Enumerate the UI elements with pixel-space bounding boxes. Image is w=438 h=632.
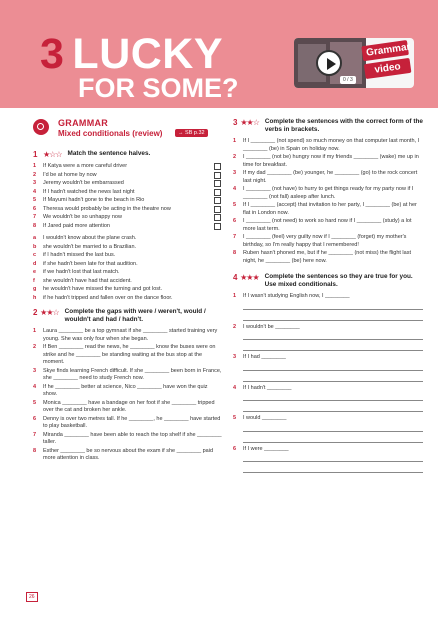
gap-fill-item xyxy=(233,202,423,217)
sentence-second-half xyxy=(33,261,223,269)
item-number: e xyxy=(33,269,37,275)
sentence-second-half xyxy=(33,286,223,294)
item-text: If I wasn't studying English now, I ________ xyxy=(243,293,350,299)
item-text: If Katya were a more careful driver xyxy=(43,163,128,169)
gap-fill-item xyxy=(233,218,423,233)
gap-fill-item xyxy=(33,384,223,399)
item-number: b xyxy=(33,243,37,250)
item-number: a xyxy=(33,235,37,241)
item-text: he wouldn't have missed the turning and got lost. xyxy=(43,286,163,292)
grammar-heading xyxy=(33,118,223,144)
item-text: If I hadn't watched the news last night xyxy=(43,188,135,195)
grammar-video-badge xyxy=(361,40,412,88)
answer-line[interactable] xyxy=(243,302,423,310)
gap-fill-item xyxy=(33,328,223,343)
answer-line[interactable] xyxy=(243,343,423,351)
exercise-3-header xyxy=(233,118,423,134)
gap-fill-item xyxy=(33,400,223,415)
unit-subtitle: FOR SOME? xyxy=(78,73,239,103)
page-number: 26 xyxy=(26,592,38,602)
left-column xyxy=(33,118,223,464)
gap-fill-item xyxy=(233,234,423,249)
exercise-instruction: Complete the sentences with the correct form of the verbs in brackets. xyxy=(264,118,423,133)
item-text: If I were ________ xyxy=(243,445,289,452)
item-number: 3 xyxy=(33,367,37,374)
answer-line[interactable] xyxy=(243,313,423,321)
sentence-first-half xyxy=(33,214,223,222)
video-thumbnail[interactable] xyxy=(294,38,366,88)
item-text: I wouldn't be ________ xyxy=(243,323,300,330)
difficulty-stars: ★☆☆ xyxy=(43,150,62,159)
gap-fill-item xyxy=(233,138,423,153)
open-sentence-item xyxy=(233,385,423,393)
gap-fill-item xyxy=(233,250,423,265)
gap-fill-item xyxy=(33,344,223,367)
item-text: If he ________ better at science, Nico ________ have won the quiz show. xyxy=(43,383,208,397)
grammar-icon xyxy=(33,119,49,135)
item-text: she wouldn't have had that accident. xyxy=(43,277,132,284)
item-number: 4 xyxy=(33,188,37,195)
item-text: Miranda ________ have been able to reach the top shelf if she ________ taller. xyxy=(43,431,222,445)
exercise-number: 3 xyxy=(233,118,238,127)
item-text: if he hadn't tripped and fallen over on the dance floor. xyxy=(43,294,173,301)
gap-fill-item xyxy=(233,154,423,169)
right-column xyxy=(233,118,423,476)
exercise-4-header xyxy=(233,273,423,289)
difficulty-stars: ★★☆ xyxy=(40,308,59,317)
item-number: 1 xyxy=(33,328,37,334)
answer-line[interactable] xyxy=(243,332,423,340)
item-text: I ________ (not have) to hurry to get things ready for my party now if I ________ (not fall) asleep after lunch. xyxy=(243,186,414,200)
item-number: 6 xyxy=(233,218,237,224)
sentence-second-half xyxy=(33,295,223,303)
answer-line[interactable] xyxy=(243,465,423,473)
exercise-number: 4 xyxy=(233,273,238,282)
item-number: 8 xyxy=(233,250,237,256)
item-number: 6 xyxy=(33,205,37,212)
exercise-number: 2 xyxy=(33,308,38,317)
sentence-first-half xyxy=(33,180,223,188)
item-number: 6 xyxy=(33,415,37,422)
item-text: If Ben ________ read the news, he ________ know the buses were on strike and he ________ be standing waiting at the bus stop at the moment. xyxy=(43,344,216,365)
open-sentence-item xyxy=(233,293,423,301)
play-icon[interactable] xyxy=(316,50,342,76)
gap-fill-item xyxy=(233,170,423,185)
exercise-1-header xyxy=(33,150,223,159)
item-number: 4 xyxy=(233,384,237,391)
item-text: Skye finds learning French difficult. If she ________ been born in France, she ________ need to study French now. xyxy=(43,367,222,381)
item-number: 7 xyxy=(33,431,37,438)
item-text: We wouldn't be so unhappy now xyxy=(43,214,122,220)
gap-fill-item xyxy=(33,432,223,447)
unit-title xyxy=(40,30,224,78)
item-number: c xyxy=(33,252,37,258)
item-text: Ruben hasn't phoned me, but if he ________ (not miss) the flight last night, he ________ (be) here now. xyxy=(243,250,411,264)
item-number: 7 xyxy=(33,214,37,220)
answer-line[interactable] xyxy=(243,404,423,412)
sentence-first-half xyxy=(33,197,223,205)
item-text: I ________ (not need) to work so hard now if I ________ (study) a lot more last term. xyxy=(243,218,412,232)
answer-line[interactable] xyxy=(243,374,423,382)
item-text: Jeremy wouldn't be embarrassed xyxy=(43,180,124,186)
answer-box[interactable] xyxy=(214,172,221,179)
item-number: 2 xyxy=(233,323,237,330)
item-text: if we hadn't lost that last match. xyxy=(43,269,120,275)
exercise-number: 1 xyxy=(33,150,38,159)
item-text: if she hadn't been late for that audition. xyxy=(43,260,138,267)
gap-fill-item xyxy=(233,186,423,201)
item-text: I would ________ xyxy=(243,415,287,421)
item-text: I'd be at home by now xyxy=(43,171,97,178)
item-number: 6 xyxy=(233,445,237,452)
answer-line[interactable] xyxy=(243,424,423,432)
item-number: f xyxy=(33,277,35,284)
item-number: 1 xyxy=(33,163,37,169)
sentence-first-half xyxy=(33,163,223,171)
item-number: 3 xyxy=(233,354,237,360)
exercise-instruction: Complete the sentences so they are true for you. Use mixed conditionals. xyxy=(264,273,413,288)
exercise-2-items xyxy=(33,328,223,463)
answer-line[interactable] xyxy=(243,435,423,443)
sentence-first-half xyxy=(33,189,223,197)
exercise-instruction: Match the sentence halves. xyxy=(67,150,151,157)
item-number: 2 xyxy=(33,171,37,178)
exercise-instruction: Complete the gaps with were / weren't, would / wouldn't and had / hadn't. xyxy=(64,308,206,323)
answer-box[interactable] xyxy=(214,214,221,221)
sentence-first-half xyxy=(33,223,223,231)
answer-line[interactable] xyxy=(243,393,423,401)
open-sentence-item xyxy=(233,324,423,332)
unit-title-text: LUCKY xyxy=(72,30,224,78)
item-text: If I had ________ xyxy=(243,354,286,360)
item-text: I ________ (feel) very guilty now if I ________ (forget) my mother's birthday, so I'm really happy that I remembered! xyxy=(243,234,407,248)
item-number: 1 xyxy=(233,138,237,144)
sentence-second-half xyxy=(33,252,223,260)
answer-line[interactable] xyxy=(243,363,423,371)
item-number: 3 xyxy=(233,170,237,176)
grammar-video-widget[interactable] xyxy=(294,38,414,88)
sentence-first-half xyxy=(33,206,223,214)
item-text: Theresa would probably be acting in the theatre now xyxy=(43,205,171,212)
item-text: If I hadn't ________ xyxy=(243,384,292,391)
item-number: 1 xyxy=(233,293,237,299)
unit-number: 3 xyxy=(40,30,65,78)
gap-fill-item xyxy=(33,416,223,431)
sentence-second-half xyxy=(33,244,223,252)
exercise-4-items xyxy=(233,293,423,473)
item-text: Monica ________ have a bandage on her foot if she ________ tripped over the cat and broken her ankle. xyxy=(43,399,215,413)
sentence-second-half xyxy=(33,235,223,243)
item-number: 7 xyxy=(233,234,237,240)
item-text: If Mayumi hadn't gone to the beach in Rio xyxy=(43,197,145,203)
grammar-title: GRAMMAR xyxy=(58,118,109,128)
grammar-subtitle: Mixed conditionals (review) xyxy=(58,129,163,138)
unit-header xyxy=(0,0,438,108)
item-text: If I ________ (accept) that invitation to her party, I ________ (be) at her flat in London now. xyxy=(243,202,417,216)
item-text: If my dad ________ (be) younger, he ________ (go) to the rock concert last night. xyxy=(243,170,418,184)
item-number: h xyxy=(33,294,37,301)
open-sentence-item xyxy=(233,446,423,454)
gap-fill-item xyxy=(33,368,223,383)
item-text: I wouldn't know about the plane crash. xyxy=(43,235,137,241)
open-sentence-item xyxy=(233,415,423,423)
item-number: 4 xyxy=(233,186,237,192)
exercise-2-header xyxy=(33,308,223,324)
item-number: 5 xyxy=(233,202,237,208)
item-text: Laura ________ be a top gymnast if she ________ started training very young. She was only four when she began. xyxy=(43,328,218,342)
item-number: 5 xyxy=(33,399,37,406)
item-text: If I ________ (not spend) so much money on that computer last month, I ________ (be) in Spain on holiday now. xyxy=(243,138,420,152)
video-counter: 0 / 3 xyxy=(340,76,356,84)
item-text: if I hadn't missed the last bus. xyxy=(43,252,116,258)
sentence-first-half xyxy=(33,172,223,180)
item-text: Esther ________ be so nervous about the exam if she ________ paid more attention in class. xyxy=(43,447,214,461)
sb-reference: → SB p.32 xyxy=(175,129,208,137)
answer-box[interactable] xyxy=(214,163,221,170)
open-sentence-item xyxy=(233,354,423,362)
answer-box[interactable] xyxy=(214,197,221,204)
item-text: she wouldn't be married to a Brazilian. xyxy=(43,243,137,250)
item-number: 2 xyxy=(33,344,37,350)
exercise-1-answers xyxy=(33,235,223,302)
item-number: g xyxy=(33,286,37,292)
item-number: 2 xyxy=(233,154,237,160)
exercise-1-items xyxy=(33,163,223,230)
item-number: 3 xyxy=(33,180,37,186)
answer-box[interactable] xyxy=(214,206,221,213)
badge-line-2: video xyxy=(364,58,412,79)
item-number: 5 xyxy=(33,197,37,203)
sentence-second-half xyxy=(33,269,223,277)
item-number: 8 xyxy=(33,447,37,454)
difficulty-stars: ★★★ xyxy=(240,273,259,282)
item-text: Denny is over two metres tall. If he ________, he ________ have started to play basketball. xyxy=(43,415,221,429)
item-number: d xyxy=(33,260,37,267)
item-number: 4 xyxy=(33,383,37,390)
item-text: If Jared paid more attention xyxy=(43,222,110,229)
answer-line[interactable] xyxy=(243,454,423,462)
answer-box[interactable] xyxy=(214,180,221,187)
item-number: 5 xyxy=(233,415,237,421)
answer-box[interactable] xyxy=(214,223,221,230)
item-number: 8 xyxy=(33,222,37,229)
answer-box[interactable] xyxy=(214,189,221,196)
exercise-3-items xyxy=(233,138,423,265)
item-text: I ________ (not be) hungry now if my friends ________ (wake) me up in time for breakfast. xyxy=(243,154,419,168)
sentence-second-half xyxy=(33,278,223,286)
gap-fill-item xyxy=(33,448,223,463)
difficulty-stars: ★★☆ xyxy=(240,118,259,127)
badge-line-1: Grammar xyxy=(361,40,409,61)
